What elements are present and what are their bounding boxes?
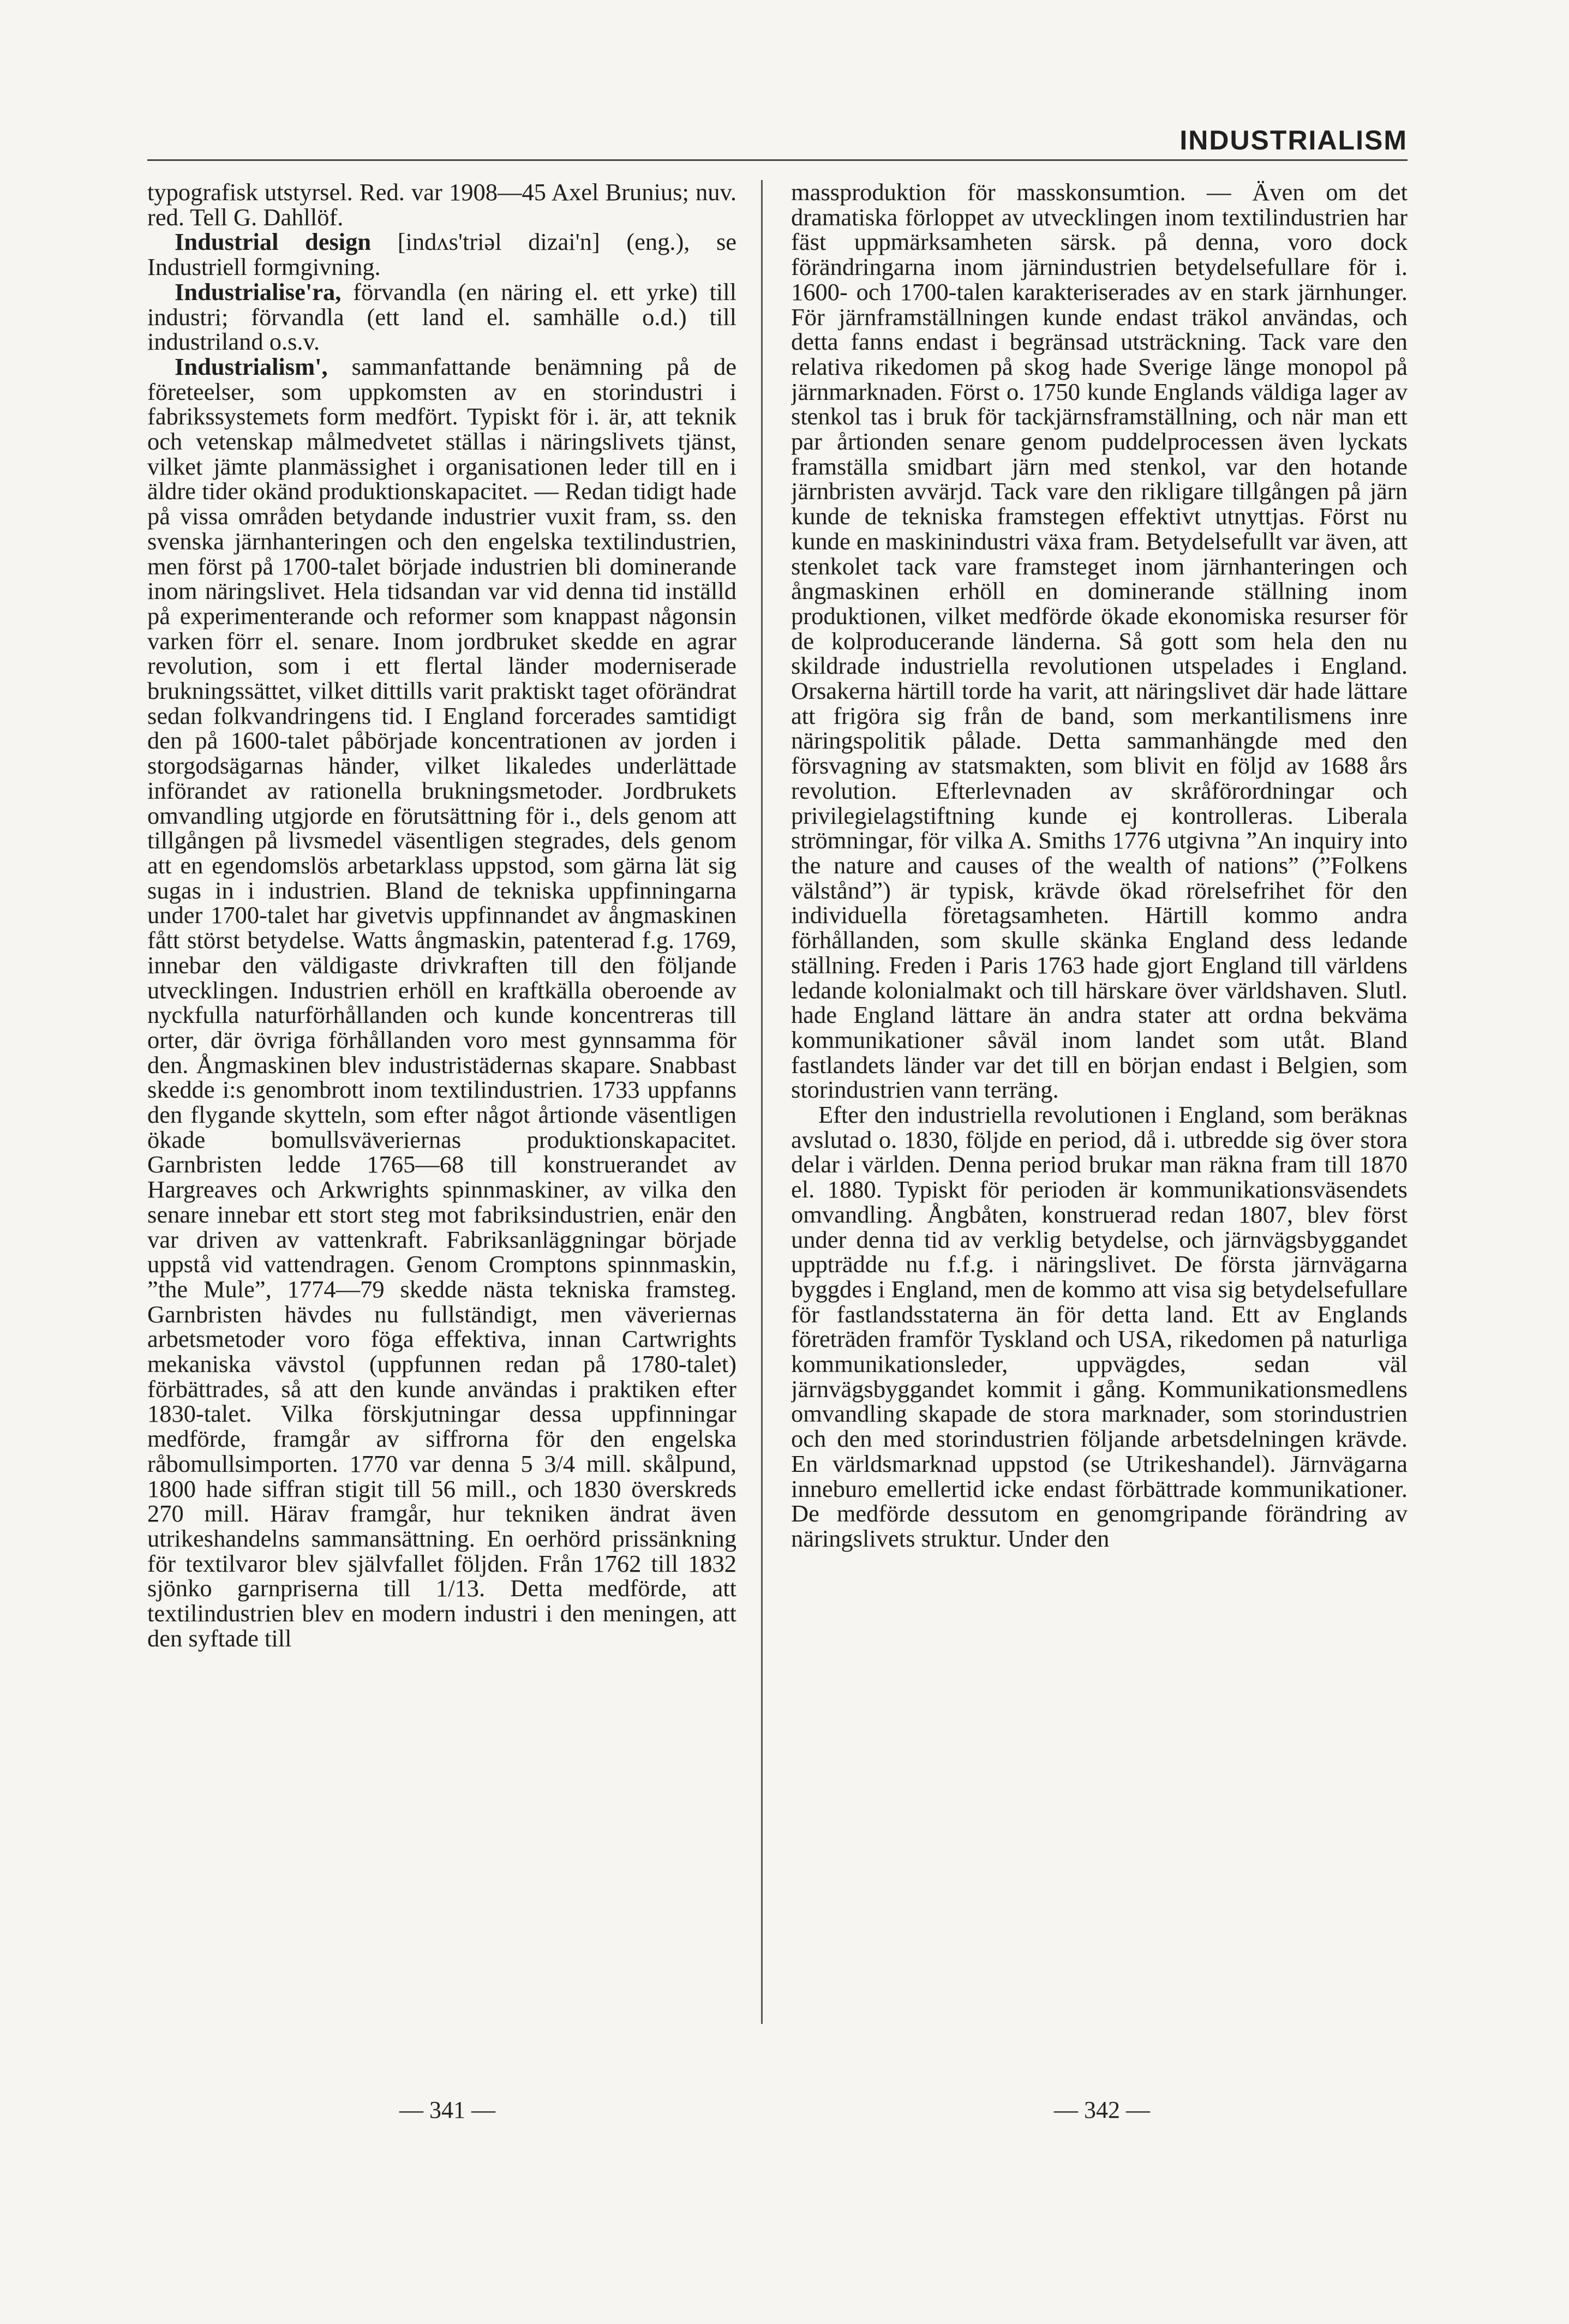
left-column bbox=[147, 180, 736, 2024]
entry-term: Industrialise'ra, bbox=[175, 278, 342, 306]
running-header: INDUSTRIALISM bbox=[1179, 125, 1408, 155]
entry-term: Industrialism', bbox=[175, 352, 328, 380]
column-divider bbox=[761, 180, 763, 2024]
page-number-right: — 342 — bbox=[1054, 2097, 1150, 2123]
header-rule bbox=[147, 159, 1408, 161]
page-number-left: — 341 — bbox=[399, 2097, 495, 2123]
entry-continuation bbox=[147, 180, 736, 230]
entry-industrialisera bbox=[147, 280, 736, 355]
entry-text: [indʌs'triəl dizai'n] (eng.), se Industriell formgivning. bbox=[147, 228, 736, 281]
right-column bbox=[791, 180, 1408, 2024]
paragraph: Efter den industriella revolutionen i England, som beräknas avslutad o. 1830, följde en period, då i. utbredde sig över stora delar i världen. Denna period brukar man räkna fram till 1870 el. 1880. Typiskt för perioden är kommunikationsväsendets omvandling. Ångbåten, konstruerad redan 1807, blev först under denna tid av verklig betydelse, och järnvägsbyggandet uppträdde nu f.f.g. i näringslivet. De första järnvägarna byggdes i England, men de kommo att visa sig betydelsefullare för fastlandsstaterna än för detta land. Ett av Englands företräden framför Tyskland och USA, rikedomen på naturliga kommunikationsleder, uppvägdes, sedan väl järnvägsbyggandet kommit i gång. Kommunikationsmedlens omvandling skapade de stora marknader, som storindustrien och den med storindustrien följande arbetsdelningen krävde. En världsmarknad uppstod (se Utrikeshandel). Järnvägarna inneburo emellertid icke endast förbättrade kommunikationer. De medförde dessutom en genomgripande förändring av näringslivets struktur. Under den bbox=[791, 1101, 1408, 1552]
entry-industrial-design bbox=[147, 230, 736, 279]
entry-text: typografisk utstyrsel. Red. var 1908—45 Axel Brunius; nuv. red. Tell G. Dahllöf. bbox=[147, 180, 736, 231]
entry-industrialism bbox=[147, 352, 736, 1652]
entry-term: Industrial design bbox=[175, 228, 372, 256]
entry-text: förvandla (en näring el. ett yrke) till industri; förvandla (ett land el. samhälle o.d.) till industriland o.s.v. bbox=[147, 278, 736, 356]
entry-text: sammanfattande benämning på de företeelser, som uppkomsten av en storindustri i fabrikssystemets form medfört. Typiskt för i. är, att teknik och vetenskap målmedvetet ställas i näringslivets tjänst, vilket jämte planmässighet i organisationen leder till en i äldre tider okänd produktionskapacitet. — Redan tidigt hade på vissa områden betydande industrier vuxit fram, ss. den svenska järnhanteringen och den engelska textilindustrien, men först på 1700-talet började industrien bli dominerande inom näringslivet. Hela tidsandan var vid denna tid inställd på experimenterande och reformer som knappast någonsin varken förr el. senare. Inom jordbruket skedde en agrar revolution, som i ett flertal länder moderniserade brukningssättet, vilket dittills varit praktiskt taget oförändrat sedan folkvandringens tid. I England forcerades samtidigt den på 1600-talet påbörjade koncentrationen av jorden i storgodsägarnas händer, vilket likaledes underlättade införandet av rationella brukningsmetoder. Jordbrukets omvandling utgjorde en förutsättning för i., dels genom att tillgången på livsmedel väsentligen stegrades, dels genom att en egendomslös arbetarklass uppstod, som gärna lät sig sugas in i industrien. Bland de tekniska uppfinningarna under 1700-talet har givetvis uppfinnandet av ångmaskinen fått störst betydelse. Watts ångmaskin, patenterad f.g. 1769, innebar den väldigaste drivkraften till den följande utvecklingen. Industrien erhöll en kraftkälla oberoende av nyckfulla naturförhållanden och kunde koncentreras till orter, där övriga förhållanden voro mest gynnsamma för den. Ångmaskinen blev industristädernas skapare. Snabbast skedde i:s genombrott inom textilindustrien. 1733 uppfanns den flygande skytteln, som efter något årtionde väsentligen ökade bomullsväveriernas produktionskapacitet. Garnbristen ledde 1765—68 till konstruerandet av Hargreaves och Arkwrights spinnmaskiner, av vilka den senare innebar ett stort steg mot fabriksindustrien, enär den var driven av vattenkraft. Fabriksanläggningar började uppstå vid vattendragen. Genom Cromptons spinnmaskin, ”the Mule”, 1774—79 skedde nästa tekniska framsteg. Garnbristen hävdes nu fullständigt, men väveriernas arbetsmetoder voro föga effektiva, innan Cartwrights mekaniska vävstol (uppfunnen redan på 1780-talet) förbättrades, så att den kunde användas i praktiken efter 1830-talet. Vilka förskjutningar dessa uppfinningar medförde, framgår av siffrorna för den engelska råbomullsimporten. 1770 var denna 5 3/4 mill. skålpund, 1800 hade siffran stigit till 56 mill., och 1830 överskreds 270 mill. Härav framgår, hur tekniken ändrat även utrikeshandelns sammansättning. En oerhörd prissänkning för textilvaror blev självfallet följden. Från 1762 till 1832 sjönko garnpriserna till 1/13. Detta medförde, att textilindustrien blev en modern industri i den meningen, att den syftade till bbox=[147, 352, 736, 1652]
paragraph: massproduktion för masskonsumtion. — Även om det dramatiska förloppet av utvecklingen inom textilindustrien har fäst uppmärksamheten särsk. på denna, voro dock förändringarna inom järnindustrien betydelsefullare för i. 1600- och 1700-talen karakteriserades av en stark järnhunger. För järnframställningen kunde endast träkol användas, och detta fanns endast i begränsad utsträckning. Tack vare den relativa rikedomen på skog hade Sverige länge monopol på järnmarknaden. Först o. 1750 kunde Englands väldiga lager av stenkol tas i bruk för tackjärnsframställning, och när man ett par årtionden senare genom puddelprocessen även lyckats framställa smidbart järn med stenkol, var den hotande järnbristen avvärjd. Tack vare den rikligare tillgången på järn kunde de tekniska framstegen effektivt utnyttjas. Först nu kunde en maskinindustri växa fram. Betydelsefullt var även, att stenkolet tack vare framsteget inom järnhanteringen och ångmaskinen erhöll en dominerande ställning inom produktionen, vilket medförde ökade ekonomiska resurser för de kolproducerande länderna. Så gott som hela den nu skildrade industriella revolutionen utspelades i England. Orsakerna härtill torde ha varit, att näringslivet där hade lättare att frigöra sig från de band, som merkantilismens inre näringspolitik pålade. Detta sammanhängde med den försvagning av statsmakten, som blivit en följd av 1688 års revolution. Efterlevnaden av skråförordningar och privilegielagstiftning kunde ej kontrolleras. Liberala strömningar, för vilka A. Smiths 1776 utgivna ”An inquiry into the nature and causes of the wealth of nations” (”Folkens välstånd”) är typisk, krävde ökad rörelsefrihet för den individuella företagsamheten. Härtill kommo andra förhållanden, som skulle skänka England dess ledande ställning. Freden i Paris 1763 hade gjort England till världens ledande kolonialmakt och till härskare över världshaven. Slutl. hade England lättare än andra stater att ordna bekväma kommunikationer såväl inom landet som utåt. Bland fastlandets länder var det till en början endast i Belgien, som storindustrien vann terräng. bbox=[791, 180, 1408, 1104]
